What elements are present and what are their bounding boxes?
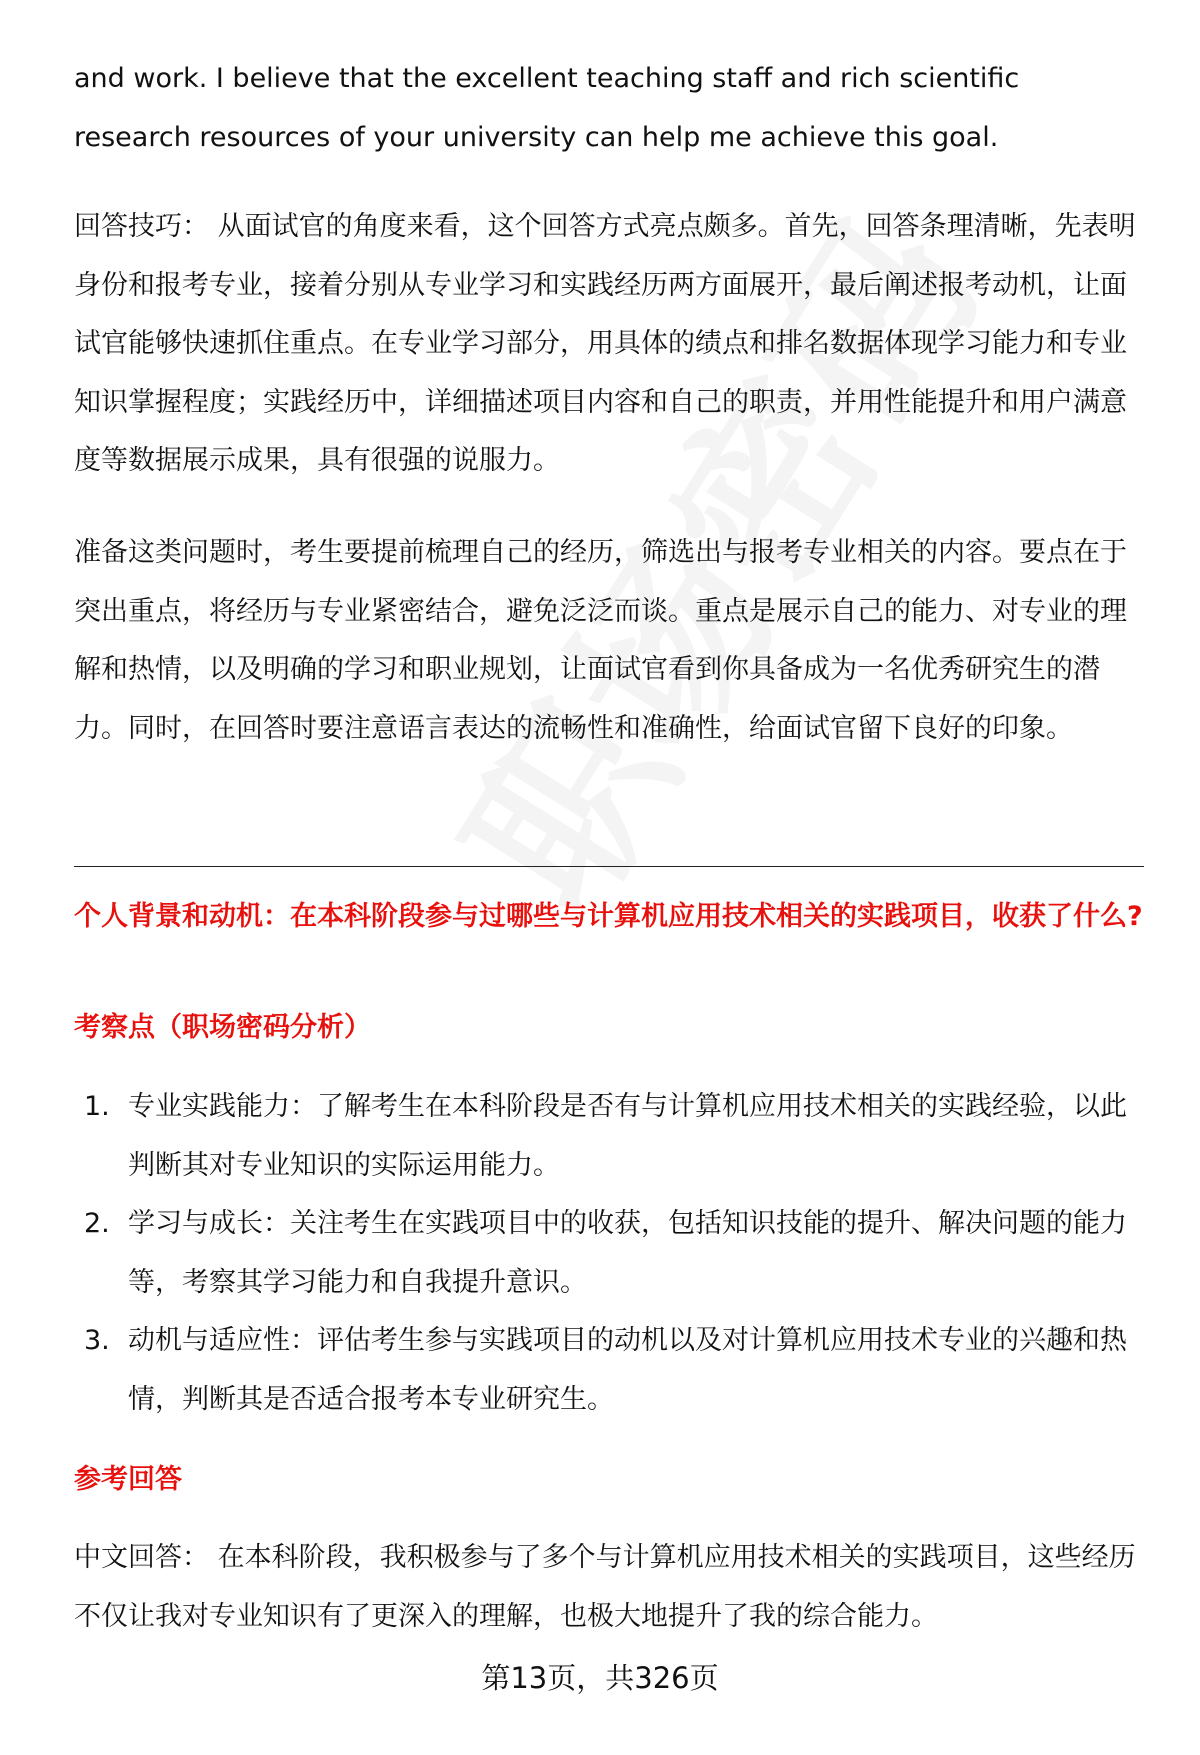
list-item: 2. 学习与成长：关注考生在实践项目中的收获，包括知识技能的提升、解决问题的能力等，考察其学习能力和自我提升意识。 bbox=[84, 1208, 1127, 1298]
analysis-list bbox=[74, 1078, 1144, 1429]
intro-line: and work. I believe that the excellent teaching staff and rich scientific bbox=[74, 63, 1020, 94]
intro-line: research resources of your university can help me achieve this goal. bbox=[74, 121, 999, 153]
list-item: 3. 动机与适应性：评估考生参与实践项目的动机以及对计算机应用技术专业的兴趣和热情，判断其是否适合报考本专业研究生。 bbox=[84, 1325, 1127, 1415]
answer-paragraph: 中文回答： 在本科阶段，我积极参与了多个与计算机应用技术相关的实践项目，这些经历不仅让我对专业知识有了更深入的理解，也极大地提升了我的综合能力。 bbox=[74, 1542, 1136, 1632]
tips-paragraph: 回答技巧： 从面试官的角度来看，这个回答方式亮点颇多。首先，回答条理清晰，先表明身份和报考专业，接着分别从专业学习和实践经历两方面展开，最后阐述报考动机，让面试官能够快速抓住重点。在专业学习部分，用具体的绩点和排名数据体现学习能力和专业知识掌握程度；实践经历中，详细描述项目内容和自己的职责，并用性能提升和用户满意度等数据展示成果，具有很强的说服力。 bbox=[74, 211, 1136, 476]
divider bbox=[74, 866, 1144, 867]
page-number: 第13页，共326页 bbox=[481, 1661, 719, 1695]
answer-title: 参考回答 bbox=[74, 1464, 182, 1495]
analysis-title: 考察点（职场密码分析） bbox=[74, 1012, 371, 1043]
intro-paragraph bbox=[74, 50, 1144, 167]
prep-paragraph: 准备这类问题时，考生要提前梳理自己的经历，筛选出与报考专业相关的内容。要点在于突出重点，将经历与专业紧密结合，避免泛泛而谈。重点是展示自己的能力、对专业的理解和热情，以及明确的学习和职业规划，让面试官看到你具备成为一名优秀研究生的潜力。同时，在回答时要注意语言表达的流畅性和准确性，给面试官留下良好的印象。 bbox=[74, 537, 1127, 744]
question-heading: 个人背景和动机：在本科阶段参与过哪些与计算机应用技术相关的实践项目，收获了什么? bbox=[74, 901, 1143, 932]
list-item: 1. 专业实践能力：了解考生在本科阶段是否有与计算机应用技术相关的实践经验，以此判断其对专业知识的实际运用能力。 bbox=[84, 1091, 1127, 1181]
